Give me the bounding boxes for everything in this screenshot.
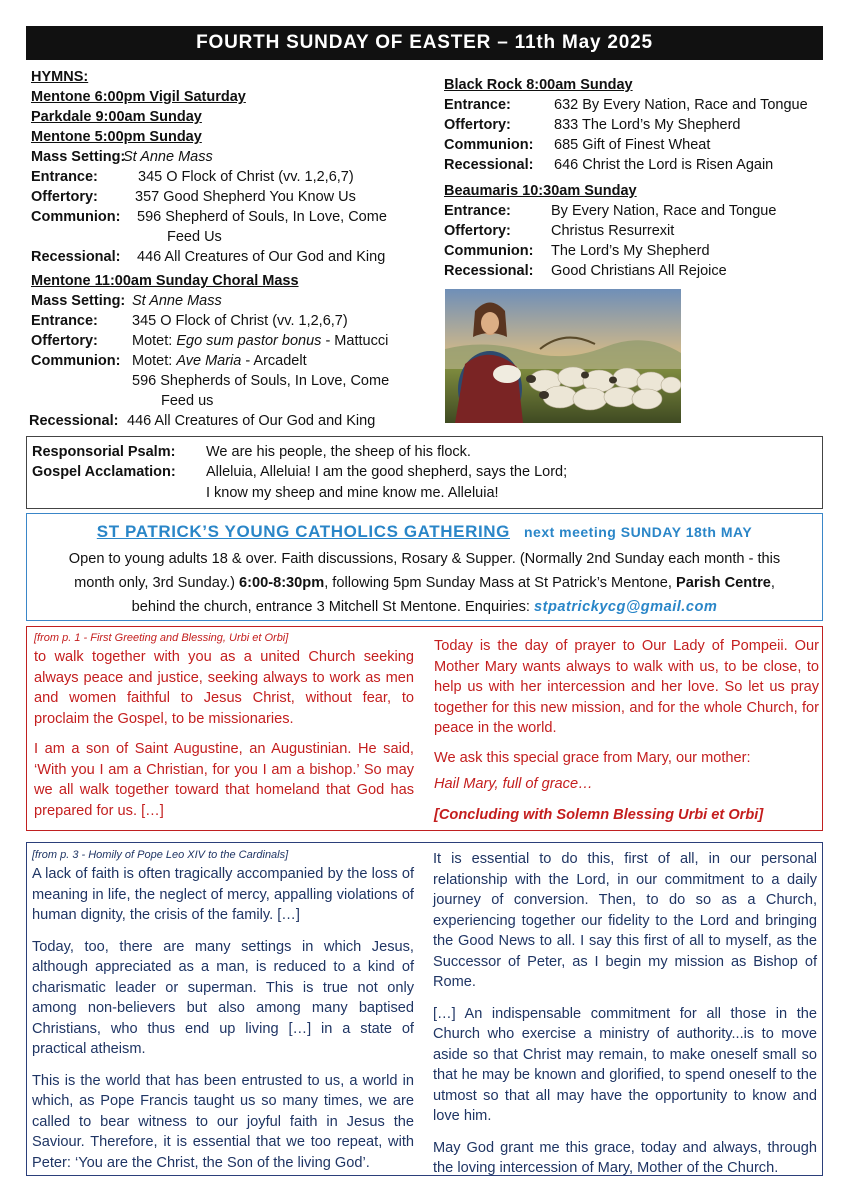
parkdale-heading: Parkdale 9:00am Sunday [31, 109, 202, 125]
hymns-heading: HYMNS: [31, 69, 89, 85]
communion-row-cont: Feed Us [167, 229, 222, 245]
enquiry-email-link[interactable]: stpatrickycg@gmail.com [533, 599, 718, 615]
homily-para-3: This is the world that has been entrusted to us, a world in which, as Pope Francis taught us so many times, we are called to bear witness to our joyful faith in Jesus the Saviour. Therefore, it is essential that we too repeat, with Peter: ‘You are the Christ, the Son of the living God’. [32, 1072, 414, 1171]
beaumaris-heading: Beaumaris 10:30am Sunday [444, 183, 637, 199]
gospel-line-2: I know my sheep and mine know me. Alleluia! [206, 485, 499, 501]
recessional-row: Recessional: 446 All Creatures of Our God and King [31, 249, 386, 265]
homily-para-2: Today, too, there are many settings in which Jesus, although appreciated as a man, is reduced to a kind of charismatic leader or superman. This is true not only among non-believers but also among many baptised Christians, who thus end up living […] in a state of practical atheism. [32, 938, 414, 1057]
gospel-line-1: Alleluia, Alleluia! I am the good shepherd, says the Lord; [206, 464, 568, 480]
entrance-row: Entrance: 345 O Flock of Christ (vv. 1,2,6,7) [31, 169, 354, 185]
br-entrance-row: Entrance: 632 By Every Nation, Race and Tongue [444, 97, 808, 113]
choral-entrance-row: Entrance: 345 O Flock of Christ (vv. 1,2,6,7) [31, 313, 348, 329]
choral-recessional-row: Recessional: 446 All Creatures of Our God and King [29, 413, 376, 429]
urbi-note: [from p. 1 - First Greeting and Blessing, Urbi et Orbi] [34, 632, 289, 644]
communion-row: Communion: 596 Shepherd of Souls, In Love, Come [31, 209, 387, 225]
psalm-box [26, 436, 823, 509]
offertory-row: Offertory: 357 Good Shepherd You Know Us [31, 189, 356, 205]
choral-mass-setting-row: Mass Setting: St Anne Mass [31, 293, 222, 309]
psalm-label: Responsorial Psalm: [32, 444, 176, 460]
good-shepherd-image [445, 289, 681, 423]
br-recessional-row: Recessional: 646 Christ the Lord is Risen Again [444, 157, 774, 173]
bm-recessional-row: Recessional: Good Christians All Rejoice [444, 263, 727, 279]
young-catholics-title: ST PATRICK’S YOUNG CATHOLICS GATHERING next meeting SUNDAY 18th MAY [96, 522, 753, 541]
black-rock-heading: Black Rock 8:00am Sunday [444, 77, 633, 93]
choral-communion-row-3: Feed us [161, 393, 214, 409]
homily-note: [from p. 3 - Homily of Pope Leo XIV to the Cardinals] [32, 849, 289, 861]
homily-para-5: […] An indispensable commitment for all those in the Church who exercise a ministry of authority...is to move aside so that Christ may remain, to make oneself small so that he may be known and glorified, to spend oneself to the utmost so that all may have the opportunity to know and love him. [433, 1005, 817, 1124]
bm-communion-row: Communion: The Lord’s My Shepherd [444, 243, 710, 259]
mass-setting-row: Mass Setting:St Anne Mass [31, 149, 213, 165]
urbi-para-6: [Concluding with Solemn Blessing Urbi et Orbi] [434, 806, 764, 823]
psalm-text: We are his people, the sheep of his flock. [206, 444, 471, 460]
gospel-label: Gospel Acclamation: [32, 464, 176, 480]
urbi-para-1: to walk together with you as a united Church seeking always peace and justice, seeking always to work as men and women faithful to Jesus Christ, without fear, to proclaim the Gospel, to be missionaries. [34, 649, 414, 727]
homily-box [26, 842, 823, 1176]
bm-entrance-row: Entrance: By Every Nation, Race and Tongue [444, 203, 777, 219]
young-catholics-body [37, 547, 812, 619]
mentone-5pm-heading: Mentone 5:00pm Sunday [31, 129, 202, 145]
yc-line-2: month only, 3rd Sunday.) 6:00-8:30pm, following 5pm Sunday Mass at St Patrick’s Mentone, Parish Centre, [74, 575, 775, 591]
urbi-para-5: Hail Mary, full of grace… [434, 776, 593, 792]
mentone-vigil-heading: Mentone 6:00pm Vigil Saturday [31, 89, 246, 105]
young-catholics-box [26, 513, 823, 621]
homily-para-6: May God grant me this grace, today and always, through the loving intercession of Mary, Mother of the Church. [433, 1139, 817, 1176]
next-meeting: next meeting SUNDAY 18th MAY [523, 524, 753, 540]
hymns-left [31, 67, 431, 431]
mentone-11-heading: Mentone 11:00am Sunday Choral Mass [31, 273, 299, 289]
choral-communion-row-2: 596 Shepherds of Souls, In Love, Come [132, 373, 390, 389]
choral-communion-row: Communion: Motet: Ave Maria - Arcadelt [31, 353, 307, 369]
yc-line-3: behind the church, entrance 3 Mitchell St Mentone. Enquiries: stpatrickycg@gmail.com [131, 599, 718, 615]
br-offertory-row: Offertory: 833 The Lord’s My Shepherd [444, 117, 741, 133]
hymns-right [444, 75, 824, 281]
choral-offertory-row: Offertory: Motet: Ego sum pastor bonus - Mattucci [31, 333, 389, 349]
bm-offertory-row: Offertory: Christus Resurrexit [444, 223, 675, 239]
urbi-para-2: I am a son of Saint Augustine, an Augustinian. He said, ‘With you I am a Christian, for you I am a bishop.’ So may we all walk together toward that homeland that God has prepared for us. […] [34, 741, 414, 819]
urbi-para-3: Today is the day of prayer to Our Lady of Pompeii. Our Mother Mary wants always to walk with us, to be close, to help us with her intercession and her love. So let us pray together for this new mission, and for the whole Church, for peace in the world. [434, 638, 819, 736]
homily-para-1: A lack of faith is often tragically accompanied by the loss of meaning in life, the neglect of mercy, appalling violations of human dignity, the crisis of the family. […] [32, 866, 414, 923]
urbi-para-4: We ask this special grace from Mary, our mother: [434, 749, 751, 766]
br-communion-row: Communion: 685 Gift of Finest Wheat [444, 137, 711, 153]
homily-para-4: It is essential to do this, first of all, in our personal relationship with the Lord, in our commitment to a daily journey of conversion. Then, to do so as a Church, experiencing together our fidelity to the Lord and bringing the Good News to all. I say this first of all to myself, as the Successor of Peter, as I begin my mission as Bishop of Rome. [433, 851, 817, 990]
yc-line-1: Open to young adults 18 & over. Faith discussions, Rosary & Supper. (Normally 2nd Sunday each month - this [68, 551, 781, 567]
urbi-et-orbi-box [26, 626, 823, 831]
page-title: FOURTH SUNDAY OF EASTER – 11th May 2025 [26, 26, 823, 60]
